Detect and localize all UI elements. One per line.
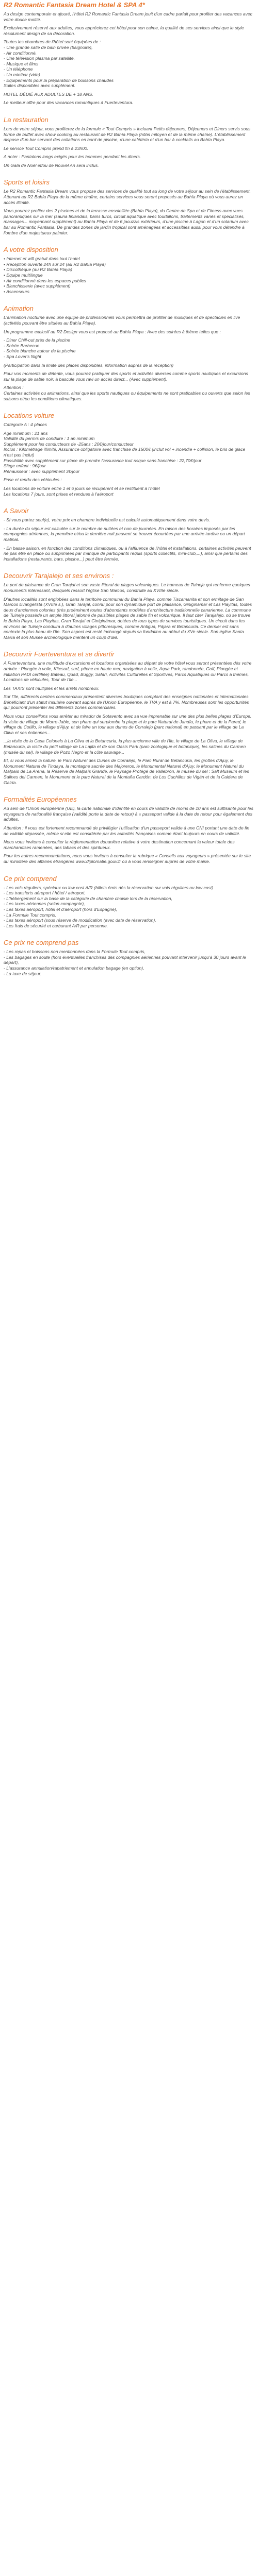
excluded-item: - Les bagages en soute (hors éventuelles franchises des compagnies aériennes pouvant intervenir jusqu'à 30 jours avant le départ), [4,954,246,965]
prix-comprend-section [4,875,254,929]
section-paragraph: Le R2 Romantic Fantasia Dream vous propose des services de qualité tout au long de votre séjour au sein de l'établissement. Attenant au R2 Bahía Playa de la même chaîne, certains services vous seront proposés au Bahía Playa où vous aurez un accès illimité. [4,189,251,205]
included-item: - Les taxes aériennes (selon compagnie), [4,901,85,907]
section-heading: Animation [4,304,34,313]
section-heading: Sports et loisirs [4,178,50,187]
rental-condition: Age minimum : 21 ans [4,430,48,436]
section-paragraph: ...la visite de la Casa Colonels à La Oliva et la Betancuria, la plus ancienne ville de l'île, le village de La Oliva, le village de Betancuria, la visite du petit village de La Lajita et de son Oasis Park (parc zoologique et botanique), les salines du Carmen (musée du sel), le village de Pozo Negro et la côte sauvage... [4,738,246,755]
tarajalejo-section [4,572,254,640]
section-heading: Ce prix ne comprend pas [4,939,79,947]
rental-condition: Siège enfant : 9€/jour [4,463,46,469]
rental-condition: Supplément pour les conducteurs de -25ans : 20€/jour/conducteur [4,441,134,447]
rental-condition: Possibilité avec supplément sur place de prendre l'assurance tout risque sans franchise : 22,70€/jour [4,457,202,463]
intro-list-item: Suites disponibles avec supplément. [4,83,76,89]
included-item: - Les transferts aéroport / hôtel / aéroport, [4,890,86,896]
section-paragraph: - Si vous partez seul(e), votre prix en chambre individuelle est calculé automatiquement dans votre devis. [4,517,211,523]
page-title: R2 Romantic Fantasia Dream Hotel & SPA 4* [4,1,145,9]
section-paragraph: Nous vous conseillons vous arrêter au mirador de Sotavento avec sa vue imprenable sur une des plus belles plages d'Europe, la visite du village de Morro Jable, son phare qui surplombe la plage et le parc Natural de Jandía, le phare et de la Pared, le village du Cotillo, le village d'Ajuy, et de faire un tour aux dunes de Corralejo (parc national) en passant par le village de La Oliva et ses éoliennes... [4,714,252,735]
restauration-section [4,116,254,168]
car-category: Catégorie A : 4 places [4,422,47,428]
rental-conditions-list [4,431,254,474]
rental-condition: Validité du permis de conduire : 1 an minimum [4,436,95,442]
section-paragraph: Attention : il vous est fortement recommandé de privilégier l'utilisation d'un passeport valide à une CNI portant une date de fin de validité dépassée, même si elle est considérée par les autorités françaises comme étant toujours en cours de validité. [4,825,250,836]
intro-list-item: - Une télévision plasma par satellite, [4,56,75,61]
locations-section [4,412,254,497]
intro-list-item: - Un téléphone [4,66,33,72]
rental-condition: Réhausseur : avec supplément 3€/jour [4,468,80,474]
pickup-label: Prise et rendu des véhicules : [4,477,62,483]
section-heading: Locations voiture [4,412,55,420]
intro-list-item: - Musique et films [4,61,39,66]
amenity-item: • Réception ouverte 24h sur 24 (au R2 Bahía Playa) [4,261,106,267]
section-paragraph: (Participation dans la limite des places disponibles, information auprès de la réception) [4,362,174,368]
included-item: - L'hébergement sur la base de la catégorie de chambre choisie lors de la réservation, [4,895,172,901]
intro-list-item: - Equipements pour la préparation de boissons chaudes [4,77,114,83]
intro-paragraph: Le meilleur offre pour des vacances romantiques à Fuerteventura. [4,100,134,106]
formalites-section [4,795,254,864]
pickup-list [4,486,254,497]
section-heading: Formalités Européennes [4,795,77,804]
rental-condition: Inclus : Kilométrage illimité, Assurance obligatoire avec franchise de 1500€ (inclut vol + incendie + collision, le bris de glace n'est pas inclut) [4,447,246,458]
section-paragraph: Sur l'île, différents centres commerciaux présentent diverses boutiques comptant des enseignes nationales et internationales. Bénéficiant d'un statut insulaire ouvrant auprès de l'Union Européenne, le TVA y est à 7%. Nombreuses sont les opportunités qui pourront présenter les différents zones commerciales. [4,694,250,710]
themed-night-item: - Diner Chill-out près de la piscine [4,337,70,343]
intro-section [4,11,254,106]
intro-list-item: Toutes les chambres de l'hôtel sont équipées de : [4,39,101,45]
amenity-item: • Internet et wifi gratuit dans tout l'hotel [4,256,80,262]
amenity-item: • Air conditionné dans les espaces publics [4,278,86,283]
section-paragraph: Certaines activités ou animations, ainsi que les sports nautiques ou équipements ne sont praticables ou ouverts que selon les saisons et/ou les conditions climatiques. [4,390,250,401]
section-heading: A votre disposition [4,246,58,254]
section-paragraph: Le port de plaisance de Gran Tarajal et son vaste littoral de plages volcaniques. Le hameau de Tuineje qui renferme quelques monuments intéressant, desquels ressort l'église San Marcos, construite au XVIIIe siècle. [4,582,250,593]
prix-ne-comprend-section [4,939,254,976]
section-paragraph: Les TAXIS sont multiples et les arrêts nombreux. [4,685,100,691]
intro-paragraph: Au design contemporain et ajouré, l'hôtel R2 Romantic Fantasia Dream jouit d'un cadre parfait pour profiter des vacances avec votre douce moitié. [4,11,252,22]
savoir-section [4,507,254,562]
included-list [4,885,254,929]
section-paragraph: A Fuerteventura, une multitude d'excursions et locations organisées au départ de votre hôtel vous seront présentées dès votre arrivée : Plongée à voile, Kitesurf, surf, pêche en haute mer, navigation à voile, Aqua Park, randonnée, Golf, Plongée et initiation PADI certifiée) Bateau, Quad, Buggy, Safari, Activités Culturelles et Sportives, Parcs Aquatiques ou Parcs à thèmes, Locations de véhicules, Tour de l'île... [4,660,252,683]
themed-night-item: - Soirée Barbecue [4,343,40,348]
amenity-item: • Discothèque (au R2 Bahía Playa) [4,267,72,273]
amenity-item: • Equipe multilingue [4,273,43,278]
section-paragraph: - En basse saison, en fonction des conditions climatiques, ou à l'affluence de l'hôtel et installations, certaines activités peuvent ne pas être en place ou supprimées par manque de participants requis (sports collectifs, mini-club,...), ainsi que pertains des installations (restaurants, bars, piscine...) peut être fermée. [4,545,251,562]
excluded-item: - Les repas et boissons non mentionnées dans la Formule Tout compris, [4,949,146,955]
intro-list [4,39,254,88]
amenities-list [4,256,254,294]
section-paragraph: Lors de votre séjour, vous profiterez de la formule « Tout Compris » incluant Petits déjeuners, Déjeuners et Diners servis sous forme de buffet avec show cooking au restaurant de R2 Bahía Playa (hôtel mitoyen et de la même chaîne). L'établissement dispose d'un bar servant des collations en bord de piscine, d'une cafétéria et d'un bar à cocktails au Bahía Playa. [4,126,251,143]
section-heading: Decouvrir Fuerteventura et se divertir [4,650,115,658]
amenity-item: • Ascenseurs [4,289,29,294]
themed-night-item: - Soirée blanche autour de la piscine [4,348,76,354]
themed-night-item: - Spa Lover's Night [4,353,41,359]
section-heading: A Savoir [4,507,29,515]
section-paragraph: - La durée du séjour est calculée sur le nombre de nuitées et non de journées. En raison des horaires imposés par les compagnies aériennes, la première et/ou la dernière nuit peuvent se trouver écourtées par une arrivée tardive ou un départ matinal. [4,526,245,542]
intro-paragraph: HOTEL DÉDIÉ AUX ADULTES DE + 18 ANS. [4,91,93,97]
section-paragraph: Pour les autres recommandations, nous vous invitons à consulter la rubrique « Conseils aux voyageurs » présentée sur le site du ministère des affaires étrangères www.diplomatie.gouv.fr où à vous renseigner auprès de votre mairie. [4,853,251,864]
fuerteventura-section [4,650,254,785]
section-paragraph: Et, si vous aimez la nature, le Parc Naturel des Dunes de Corralejo, le Parc Rural de Betancuria, les grottes d'Ajuy, le Monument Naturel de Tindaya, la montagne sacrée des Majoreros, le Monumental Naturel d'Ajuy, le Monument Naturel du Malpaís de La Arena, la Réserve de Malpaís Grande, le Paysage Protégé de Vallebrón, le musée du sel : Salt Museum et les Salines del Carmen, le Monument et le parc Natural de la Montaña Cardón, de Los Cuchillos de Vigán et de la Caldera de Gairía. [4,758,249,785]
excluded-item: - L'assurance annulation/rapatriement et annulation bagage (en option), [4,965,144,971]
intro-list-item: - Air conditionné, [4,50,37,56]
included-item: - Les taxes aéroport (sous réserve de modification (avec date de réservation), [4,918,156,923]
section-paragraph: L'animation nocturne avec une équipe de professionnels vous permettra de profiter de musiques et de spectacles en live (activités pouvant être situées au Bahía Playa). [4,315,240,326]
intro-list-item: - Un minibar (vide) [4,72,40,77]
included-item: - Les frais de sécurité et carburant A/R par personne. [4,923,108,928]
section-heading: La restauration [4,115,49,124]
excluded-item: - La taxe de séjour. [4,971,42,976]
disposition-section [4,246,254,294]
page [0,0,258,976]
amenity-item: • Blanchisserie (avec supplément) [4,283,71,289]
section-paragraph: Nous vous invitons à consulter la réglementation douanière relative à votre destination concernant la valeur totale des marchandises ramenées, des tabacs et des spiritueux. [4,839,235,850]
section-paragraph: Vous pourrez profiter des 2 piscines et de la terrasse ensoleillée (Bahía Playa), du Centre de Spa et de Fitness avec vues panoramiques sur la mer (sauna finlandais, bains turcs, circuit aquatique avec tourbillons, traitements variés et spécialisés, massages... moyennant supplément) au Bahía Playa et de 6 jacuzzis extérieurs, d'une piscine à Lagon et d'un solarium avec bar au Romantic Fantasia. De grandes zones de jardin tropical sont aménagées et accessibles aussi pour vous détendre à l'ombre d'un majestueux palmier. [4,208,249,235]
included-item: - Les taxes aéroport, hôtel et d'aéroport (hors d'Espagne), [4,906,118,912]
pickup-item: Les locations de voiture entre 1 et 6 jours se récupèrent et se restituent à l'hôtel [4,486,160,492]
included-item: - La Formule Tout compris, [4,912,57,918]
themed-nights-list [4,337,254,359]
animation-section [4,304,254,401]
section-paragraph: A noter : Pantalons longs exigés pour les hommes pendant les diners. [4,154,141,160]
section-paragraph: Un Gala de Noël et/ou de Nouvel An sera inclus. [4,162,99,168]
included-item: - Les vols réguliers, spéciaux ou low cost A/R (billets émis dès la réservation sur vols réguliers ou low cost) [4,885,214,890]
attention-label: Attention : [4,385,24,391]
section-paragraph: Au sein de l'Union européenne (UE), la carte nationale d'identité en cours de validité de moins de 10 ans est suffisante pour les voyageurs de nationalité française (validité porte la date de retour) à « passeport valide à la date de retour pour également des adultes. [4,806,253,822]
pickup-item: Les locations 7 jours, sont prises et rendues à l'aéroport [4,491,114,497]
intro-paragraph: Exclusivement réservé aux adultes, vous apprécierez cet hôtel pour son calme, la qualité de ses services ainsi que le style résolument design de sa décoration. [4,25,244,36]
section-heading: Decouvrir Tarajalejo et ses environs : [4,572,114,580]
section-paragraph: D'autres localités sont englobées dans le territoire communal du Bahía Playa, comme Tiscamanita et son ermitage de San Marcos Evangelista (XVIIIe s.), Gran Tarajal, connu pour son dynamique port de plaisance, Giniginámar et Las Playitas, toutes deux d'anciennes colonies (très proéminent toutes d'abondants modèles d'architecture traditionnelle canarienne. La commune de Tuineje possède un ample littoral jalonné de paisibles plages de sable fin et volcanique. Il faut citer Tarajalejo, où se trouve le Bahía Playa, Las Playitas, Gran Tarajal et Giniginámar, dotées de tous types de services touristiques. Un circuit dans les environs de Tuineje conduira à d'autres villages pittoresques, comme Antigua, Pájara et Betancuria. Ce dernier est sans contexte la plus beau de l'île. Son aspect est resté inchangé depuis sa fondation au début du XVe siècle. Son église Santa María et son Musée archéologique méritent un coup d'œil. [4,596,252,640]
section-paragraph: Un programme exclusif au R2 Design vous est proposé au Bahía Playa : Avec des soirées à thème telles que : [4,329,221,334]
section-heading: Ce prix comprend [4,874,57,883]
intro-list-item: - Une grande salle de bain privée (baignoire), [4,44,93,50]
sports-section [4,178,254,235]
excluded-list [4,949,254,976]
section-paragraph: Le service Tout Compris prend fin à 23h00. [4,145,89,151]
section-paragraph: Pour vos moments de détente, vous pourrez pratiquer des sports et activités diverses comme sports nautiques et excursions sur la plage de sable noir, à bascule vous ravi un accès direct... (Avec supplément). [4,371,248,382]
